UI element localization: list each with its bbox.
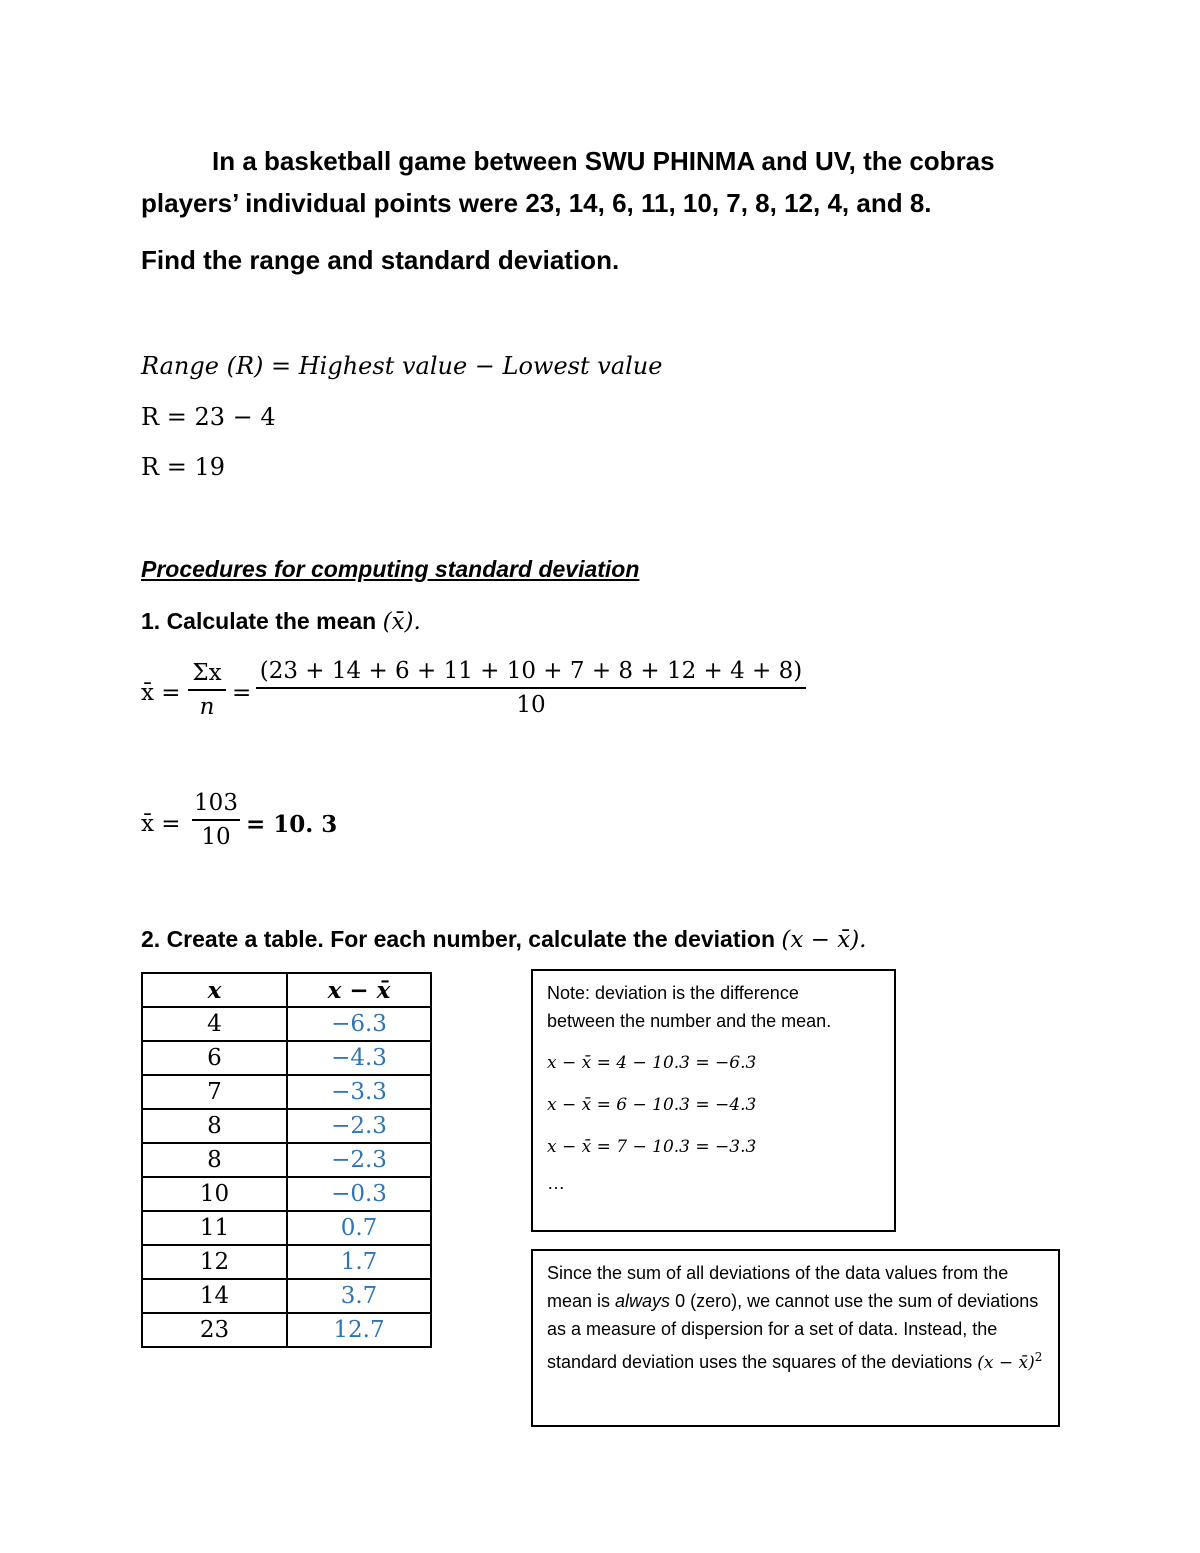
x-value: 6 xyxy=(142,1041,287,1075)
table-row xyxy=(142,1007,431,1041)
deviation-value: −4.3 xyxy=(287,1041,431,1075)
deviation-value: −2.3 xyxy=(287,1143,431,1177)
sum-fraction xyxy=(188,660,226,720)
x-value: 4 xyxy=(142,1007,287,1041)
mean-equals: = xyxy=(232,680,252,706)
table-row xyxy=(142,1177,431,1211)
x-value: 14 xyxy=(142,1279,287,1313)
table-row xyxy=(142,1211,431,1245)
x-value: 7 xyxy=(142,1075,287,1109)
sum-always: always xyxy=(615,1291,671,1311)
table-row xyxy=(142,1041,431,1075)
step-2-symbol: (x − x̄). xyxy=(781,927,867,953)
table-row xyxy=(142,1075,431,1109)
table-row xyxy=(142,1109,431,1143)
x-value: 8 xyxy=(142,1143,287,1177)
sum-formula: (x − x̄) xyxy=(977,1353,1035,1373)
deviation-value: −3.3 xyxy=(287,1075,431,1109)
problem-line-3: Find the range and standard deviation. xyxy=(141,245,620,275)
header-deviation: x − x̄ xyxy=(287,973,431,1007)
mean-result: = 10. 3 xyxy=(246,811,338,838)
total-numerator: 103 xyxy=(194,790,238,816)
mean-lhs: x̄ = xyxy=(141,680,181,706)
sum-numerator: Σx xyxy=(192,660,222,686)
deviation-value: −0.3 xyxy=(287,1177,431,1211)
deviation-value: 3.7 xyxy=(287,1279,431,1313)
problem-line-1: In a basketball game between SWU PHINMA and UV, the cobras xyxy=(212,146,995,176)
expression-denominator: 10 xyxy=(516,692,546,718)
expression-numerator: (23 + 14 + 6 + 11 + 10 + 7 + 8 + 12 + 4 + 8) xyxy=(259,658,803,684)
range-step-1: R = 23 − 4 xyxy=(141,403,276,431)
step-1-symbol: (x̄). xyxy=(382,609,421,635)
deviation-value: 12.7 xyxy=(287,1313,431,1347)
procedures-heading: Procedures for computing standard deviation xyxy=(141,556,640,582)
deviation-value: −2.3 xyxy=(287,1109,431,1143)
total-fraction xyxy=(192,790,240,850)
note-box xyxy=(531,969,896,1232)
step-2-heading xyxy=(141,926,866,953)
step-1-text: 1. Calculate the mean xyxy=(141,608,383,634)
expression-fraction xyxy=(256,658,806,718)
step-1-heading xyxy=(141,608,421,635)
step-2-text: 2. Create a table. For each number, calculate the deviation xyxy=(141,926,782,952)
x-value: 12 xyxy=(142,1245,287,1279)
sum-denominator: n xyxy=(199,694,215,720)
sum-text-a: Since the sum of all deviations of the data values from the mean is xyxy=(547,1263,1009,1311)
note-equation-3: x − x̄ = 7 − 10.3 = −3.3 xyxy=(547,1137,757,1157)
sum-box xyxy=(531,1249,1060,1427)
table-row xyxy=(142,1245,431,1279)
problem-line-2: players’ individual points were 23, 14, 6, 11, 10, 7, 8, 12, 4, and 8. xyxy=(141,188,932,218)
range-step-2: R = 19 xyxy=(141,453,225,481)
header-x: x xyxy=(142,973,287,1007)
sum-exponent: 2 xyxy=(1034,1350,1043,1364)
deviation-value: 1.7 xyxy=(287,1245,431,1279)
x-value: 10 xyxy=(142,1177,287,1211)
note-ellipsis: … xyxy=(547,1173,565,1193)
x-value: 8 xyxy=(142,1109,287,1143)
table-header-row xyxy=(142,973,431,1007)
x-value: 11 xyxy=(142,1211,287,1245)
deviation-table xyxy=(141,972,432,1348)
total-denominator: 10 xyxy=(201,824,231,850)
note-text-2: between the number and the mean. xyxy=(547,1011,832,1031)
note-equation-2: x − x̄ = 6 − 10.3 = −4.3 xyxy=(547,1095,757,1115)
table-row xyxy=(142,1313,431,1347)
table-row xyxy=(142,1279,431,1313)
note-text-1: Note: deviation is the difference xyxy=(547,983,799,1003)
table-row xyxy=(142,1143,431,1177)
deviation-value: −6.3 xyxy=(287,1007,431,1041)
mean-lhs-2: x̄ = xyxy=(141,811,181,837)
x-value: 23 xyxy=(142,1313,287,1347)
deviation-value: 0.7 xyxy=(287,1211,431,1245)
note-equation-1: x − x̄ = 4 − 10.3 = −6.3 xyxy=(547,1053,757,1073)
sum-text-b: 0 (zero), we cannot use the sum of deviations as a measure of dispersion for a set of data. Instead, the standard deviation uses the squares of the deviations xyxy=(547,1291,1039,1372)
range-formula: Range (R) = Highest value − Lowest value xyxy=(141,352,663,380)
